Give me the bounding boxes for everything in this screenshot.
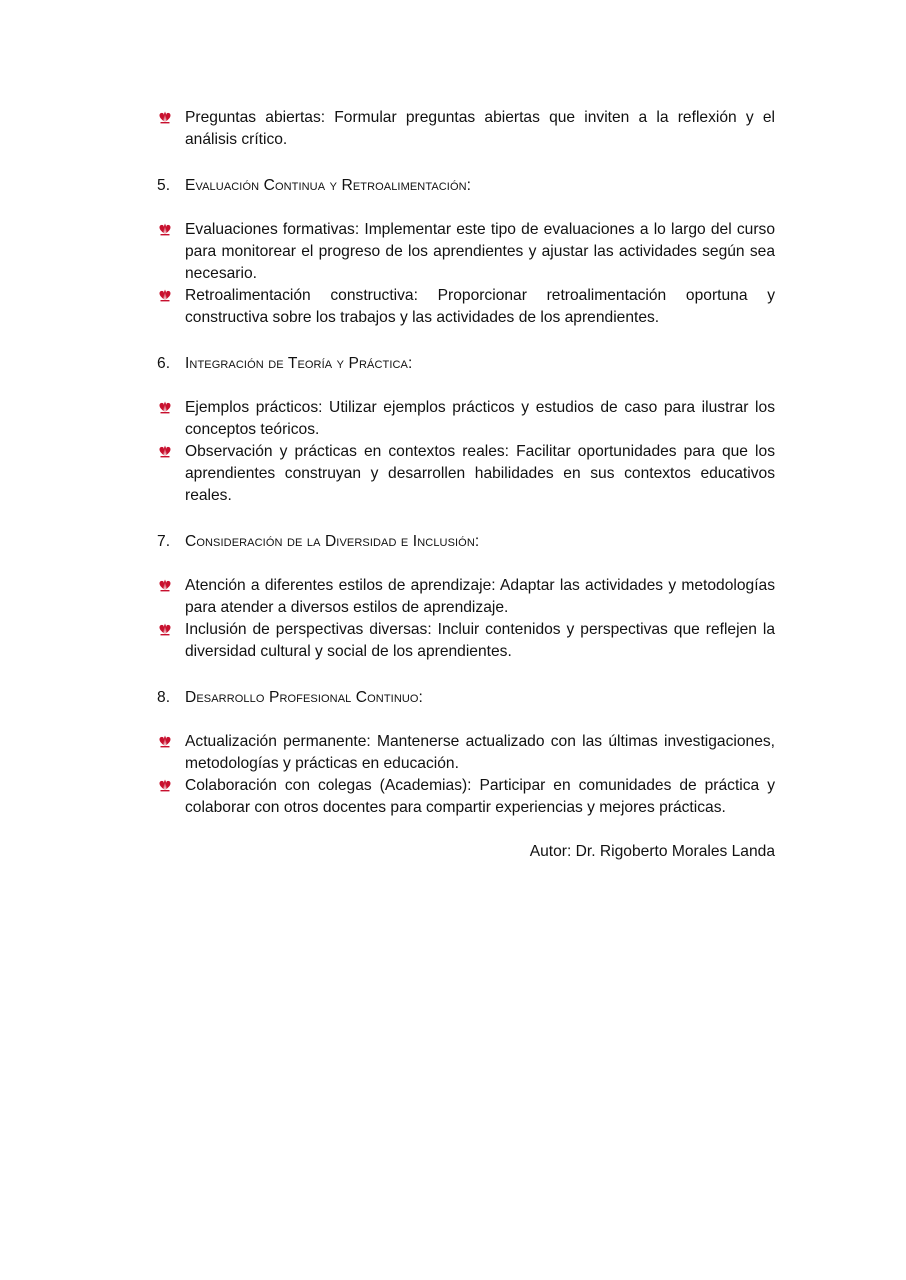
intro-bullet-list (157, 107, 775, 151)
section-integracion (157, 353, 775, 507)
list-item-text: Evaluaciones formativas: Implementar este tipo de evaluaciones a lo largo del curso para monitorear el progreso de los aprendientes y ajustar las actividades según sea necesario. (185, 221, 775, 282)
list-item (185, 575, 775, 619)
section-title: Evaluación Continua y Retroalimentación: (185, 177, 472, 194)
red-fleur-bullet-icon (158, 111, 172, 124)
section-diversidad (157, 531, 775, 663)
section-number: 5. (157, 177, 171, 194)
list-item-text: Atención a diferentes estilos de aprendizaje: Adaptar las actividades y metodologías para atender a diversos estilos de aprendizaje. (185, 577, 775, 616)
section-evaluacion (157, 175, 775, 329)
list-item-text: Retroalimentación constructiva: Proporcionar retroalimentación oportuna y constructiva sobre los trabajos y las actividades de los aprendientes. (185, 287, 775, 326)
list-item (185, 219, 775, 285)
red-fleur-bullet-icon (158, 623, 172, 636)
section-title: Integración de Teoría y Práctica: (185, 355, 413, 372)
list-item-text: Ejemplos prácticos: Utilizar ejemplos prácticos y estudios de caso para ilustrar los conceptos teóricos. (185, 399, 775, 438)
red-fleur-bullet-icon (158, 735, 172, 748)
section-heading (157, 687, 775, 709)
author-signature: Autor: Dr. Rigoberto Morales Landa (529, 843, 775, 860)
section-bullet-list (157, 731, 775, 819)
list-item (185, 731, 775, 775)
section-desarrollo-profesional (157, 687, 775, 819)
list-item (185, 441, 775, 507)
section-heading (157, 353, 775, 375)
list-item-text: Colaboración con colegas (Academias): Participar en comunidades de práctica y colaborar con otros docentes para compartir experiencias y mejores prácticas. (185, 777, 775, 816)
red-fleur-bullet-icon (158, 579, 172, 592)
section-number: 8. (157, 689, 171, 706)
section-number: 7. (157, 533, 171, 550)
section-title: Desarrollo Profesional Continuo: (185, 689, 423, 706)
list-item-text: Preguntas abiertas: Formular preguntas abiertas que inviten a la reflexión y el análisis crítico. (185, 109, 775, 148)
list-item (185, 619, 775, 663)
section-bullet-list (157, 575, 775, 663)
red-fleur-bullet-icon (158, 401, 172, 414)
list-item (185, 775, 775, 819)
list-item (185, 285, 775, 329)
section-bullet-list (157, 397, 775, 507)
red-fleur-bullet-icon (158, 779, 172, 792)
list-item (185, 397, 775, 441)
section-heading (157, 531, 775, 553)
list-item-text: Actualización permanente: Mantenerse actualizado con las últimas investigaciones, metodologías y prácticas en educación. (185, 733, 775, 772)
list-item (185, 107, 775, 151)
section-number: 6. (157, 355, 171, 372)
list-item-text: Inclusión de perspectivas diversas: Incluir contenidos y perspectivas que reflejen la diversidad cultural y social de los aprendientes. (185, 621, 775, 660)
section-title: Consideración de la Diversidad e Inclusión: (185, 533, 480, 550)
red-fleur-bullet-icon (158, 289, 172, 302)
red-fleur-bullet-icon (158, 445, 172, 458)
section-bullet-list (157, 219, 775, 329)
red-fleur-bullet-icon (158, 223, 172, 236)
section-heading (157, 175, 775, 197)
document-content (157, 107, 775, 863)
list-item-text: Observación y prácticas en contextos reales: Facilitar oportunidades para que los aprendientes construyan y desarrollen habilidades en sus contextos educativos reales. (185, 443, 775, 504)
